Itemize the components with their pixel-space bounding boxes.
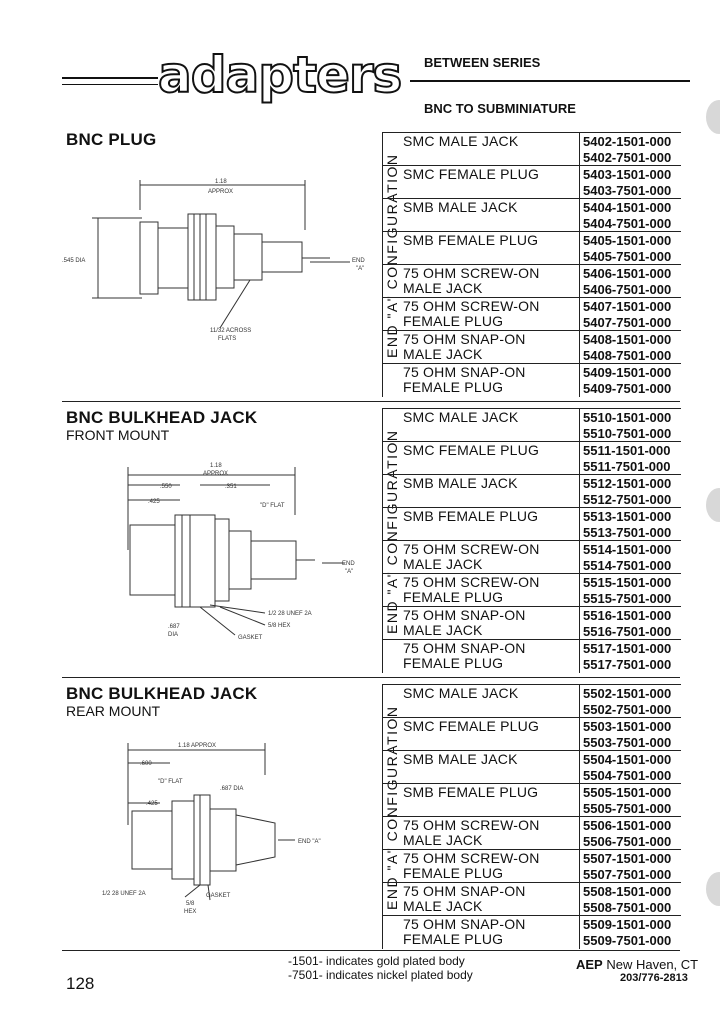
part-number-nickel: 5505-7501-000: [583, 801, 672, 816]
part-number-nickel: 5509-7501-000: [583, 933, 672, 948]
dim-label: .425: [148, 499, 160, 505]
section-divider: [62, 677, 680, 678]
dim-label: 1/2 28 UNEF 2A: [268, 611, 312, 617]
part-numbers: [583, 167, 671, 199]
part-numbers: [583, 332, 671, 364]
part-number-gold: 5407-1501-000: [583, 299, 672, 314]
dim-label: DIA: [168, 632, 179, 638]
part-number-gold: 5408-1501-000: [583, 332, 672, 347]
dim-label: END: [342, 561, 355, 567]
company-name: AEP: [576, 957, 603, 972]
part-numbers: [583, 443, 670, 475]
part-description: 75 OHM SCREW-ON FEMALE PLUG: [403, 298, 540, 329]
company-location: New Haven, CT: [606, 957, 699, 972]
table-row: [383, 750, 681, 784]
part-number-nickel: 5514-7501-000: [583, 558, 672, 573]
header-rule: [62, 84, 158, 85]
dim-label: .600: [140, 761, 152, 767]
part-description: SMB FEMALE PLUG: [403, 232, 539, 248]
table-row: [383, 231, 681, 265]
table-row: [383, 639, 681, 673]
part-numbers: [583, 200, 671, 232]
part-numbers: [583, 575, 671, 607]
part-description: 75 OHM SCREW-ON MALE JACK: [403, 817, 540, 848]
part-number-gold: 5406-1501-000: [583, 266, 672, 281]
part-numbers: [583, 476, 671, 508]
part-number-nickel: 5511-7501-000: [583, 459, 671, 474]
table-row: [383, 408, 681, 442]
part-number-gold: 5512-1501-000: [583, 476, 672, 491]
part-numbers: [583, 917, 671, 949]
dim-label: 1/2 28 UNEF 2A: [102, 891, 146, 897]
dim-label: 1.18: [215, 179, 227, 185]
dim-label: GASKET: [238, 635, 263, 641]
part-number-nickel: 5403-7501-000: [583, 183, 672, 198]
part-number-nickel: 5510-7501-000: [583, 426, 672, 441]
dim-label: 11/32 ACROSS: [210, 328, 252, 334]
part-description: SMC FEMALE PLUG: [403, 442, 540, 458]
part-number-nickel: 5408-7501-000: [583, 348, 672, 363]
page-number: 128: [66, 974, 95, 993]
part-description: 75 OHM SNAP-ON FEMALE PLUG: [403, 916, 526, 947]
part-description: SMB MALE JACK: [403, 751, 518, 767]
part-description: SMC MALE JACK: [403, 409, 519, 425]
bnc-bulkhead-rear-drawing: [60, 735, 370, 935]
dim-label: "D" FLAT: [158, 779, 183, 785]
part-description: SMC FEMALE PLUG: [403, 166, 540, 182]
part-number-nickel: 5409-7501-000: [583, 381, 672, 396]
part-number-nickel: 5508-7501-000: [583, 900, 672, 915]
part-description: 75 OHM SCREW-ON MALE JACK: [403, 541, 540, 572]
table-row: [383, 363, 681, 397]
dim-label: "D" FLAT: [260, 503, 285, 509]
part-number-gold: 5508-1501-000: [583, 884, 672, 899]
part-numbers: [583, 410, 671, 442]
bnc-bulkhead-front-drawing: [60, 455, 370, 660]
part-numbers: [583, 818, 671, 850]
dim-label: "A": [356, 266, 365, 272]
bnc-plug-drawing: [60, 170, 370, 370]
config-label: END "A" CONFIGURATION: [384, 428, 400, 634]
part-description: SMB MALE JACK: [403, 475, 518, 491]
section-title: BNC PLUG: [66, 130, 157, 149]
binder-hole: [706, 872, 720, 906]
part-number-gold: 5504-1501-000: [583, 752, 672, 767]
part-number-gold: 5404-1501-000: [583, 200, 672, 215]
part-description: 75 OHM SCREW-ON MALE JACK: [403, 265, 540, 296]
section-subtitle: REAR MOUNT: [66, 703, 161, 719]
part-table: [382, 684, 681, 949]
header-line-2: BNC TO SUBMINIATURE: [424, 101, 576, 116]
part-numbers: [583, 509, 671, 541]
dim-label: .550: [160, 484, 172, 490]
part-number-gold: 5516-1501-000: [583, 608, 672, 623]
part-description: SMC MALE JACK: [403, 685, 519, 701]
part-numbers: [583, 365, 671, 397]
table-row: [383, 783, 681, 817]
dim-label: .687: [168, 624, 180, 630]
section-divider: [62, 401, 680, 402]
part-number-gold: 5513-1501-000: [583, 509, 672, 524]
part-number-nickel: 5504-7501-000: [583, 768, 672, 783]
part-number-gold: 5405-1501-000: [583, 233, 672, 248]
part-description: 75 OHM SCREW-ON FEMALE PLUG: [403, 850, 540, 881]
part-number-gold: 5514-1501-000: [583, 542, 672, 557]
part-number-gold: 5507-1501-000: [583, 851, 672, 866]
section-title: BNC BULKHEAD JACK: [66, 408, 258, 427]
table-row: [383, 915, 681, 949]
part-number-gold: 5517-1501-000: [583, 641, 672, 656]
part-number-gold: 5502-1501-000: [583, 686, 672, 701]
part-description: 75 OHM SNAP-ON MALE JACK: [403, 883, 526, 914]
part-number-gold: 5506-1501-000: [583, 818, 672, 833]
dim-label: "A": [345, 569, 354, 575]
dim-label: .425: [146, 801, 158, 807]
table-row: [383, 717, 681, 751]
binder-hole: [706, 488, 720, 522]
part-numbers: [583, 752, 671, 784]
table-row: [383, 882, 681, 916]
dim-label: END "A": [298, 839, 321, 845]
part-numbers: [583, 542, 671, 574]
table-row: [383, 297, 681, 331]
table-row: [383, 330, 681, 364]
header-rule: [410, 80, 690, 82]
part-numbers: [583, 266, 671, 298]
part-numbers: [583, 608, 671, 640]
part-number-nickel: 5405-7501-000: [583, 249, 672, 264]
dim-label: HEX: [184, 909, 197, 915]
part-number-gold: 5509-1501-000: [583, 917, 672, 932]
part-number-nickel: 5503-7501-000: [583, 735, 672, 750]
dim-label: END: [352, 258, 365, 264]
table-row: [383, 165, 681, 199]
table-row: [383, 474, 681, 508]
table-row: [383, 507, 681, 541]
dim-label: .351: [225, 484, 237, 490]
part-description: SMB FEMALE PLUG: [403, 508, 539, 524]
part-description: SMC FEMALE PLUG: [403, 718, 540, 734]
header-rule: [62, 77, 158, 79]
table-row: [383, 540, 681, 574]
table-row: [383, 816, 681, 850]
dim-label: GASKET: [206, 893, 231, 899]
part-description: 75 OHM SNAP-ON FEMALE PLUG: [403, 640, 526, 671]
part-number-nickel: 5515-7501-000: [583, 591, 672, 606]
part-number-gold: 5503-1501-000: [583, 719, 672, 734]
part-number-nickel: 5516-7501-000: [583, 624, 672, 639]
table-row: [383, 198, 681, 232]
adapters-logo: adapters: [158, 46, 402, 104]
part-number-nickel: 5507-7501-000: [583, 867, 672, 882]
part-numbers: [583, 785, 671, 817]
dim-label: .687 DIA: [220, 786, 244, 792]
part-description: SMB FEMALE PLUG: [403, 784, 539, 800]
part-number-gold: 5403-1501-000: [583, 167, 672, 182]
part-number-nickel: 5517-7501-000: [583, 657, 672, 672]
part-description: SMB MALE JACK: [403, 199, 518, 215]
part-number-nickel: 5506-7501-000: [583, 834, 672, 849]
section-title: BNC BULKHEAD JACK: [66, 684, 258, 703]
part-table: [382, 408, 681, 673]
dim-label: APPROX: [203, 471, 229, 477]
part-number-nickel: 5406-7501-000: [583, 282, 672, 297]
config-label: END "A" CONFIGURATION: [384, 704, 400, 910]
part-numbers: [583, 851, 671, 883]
table-row: [383, 132, 681, 166]
part-number-gold: 5409-1501-000: [583, 365, 672, 380]
part-numbers: [583, 233, 671, 265]
footer-note-nickel: -7501- indicates nickel plated body: [288, 968, 473, 982]
part-number-gold: 5505-1501-000: [583, 785, 672, 800]
table-row: [383, 264, 681, 298]
part-numbers: [583, 641, 671, 673]
part-table: [382, 132, 681, 397]
binder-hole: [706, 100, 720, 134]
table-row: [383, 849, 681, 883]
dim-label: 1.18: [210, 463, 222, 469]
part-number-gold: 5510-1501-000: [583, 410, 672, 425]
table-row: [383, 441, 681, 475]
table-row: [383, 573, 681, 607]
dim-label: 1.18 APPROX: [178, 743, 217, 749]
part-number-nickel: 5502-7501-000: [583, 702, 672, 717]
part-numbers: [583, 719, 671, 751]
part-numbers: [583, 299, 671, 331]
part-description: SMC MALE JACK: [403, 133, 519, 149]
part-number-gold: 5511-1501-000: [583, 443, 671, 458]
dim-label: 5/8 HEX: [268, 623, 291, 629]
part-number-gold: 5402-1501-000: [583, 134, 672, 149]
part-description: 75 OHM SCREW-ON FEMALE PLUG: [403, 574, 540, 605]
part-description: 75 OHM SNAP-ON MALE JACK: [403, 331, 526, 362]
part-number-nickel: 5513-7501-000: [583, 525, 672, 540]
table-row: [383, 606, 681, 640]
section-subtitle: FRONT MOUNT: [66, 427, 170, 443]
company-phone: 203/776-2813: [620, 972, 688, 984]
dim-label: .545 DIA: [62, 258, 86, 264]
part-description: 75 OHM SNAP-ON MALE JACK: [403, 607, 526, 638]
part-number-nickel: 5402-7501-000: [583, 150, 672, 165]
part-number-nickel: 5512-7501-000: [583, 492, 672, 507]
part-numbers: [583, 686, 671, 718]
dim-label: APPROX: [208, 189, 234, 195]
part-number-gold: 5515-1501-000: [583, 575, 672, 590]
config-label: END "A" CONFIGURATION: [384, 152, 400, 358]
footer-rule: [62, 950, 680, 951]
part-numbers: [583, 884, 671, 916]
part-number-nickel: 5404-7501-000: [583, 216, 672, 231]
dim-label: FLATS: [218, 336, 237, 342]
company-block: [576, 957, 698, 972]
part-numbers: [583, 134, 671, 166]
part-number-nickel: 5407-7501-000: [583, 315, 672, 330]
footer-note-gold: -1501- indicates gold plated body: [288, 954, 465, 968]
dim-label: 5/8: [186, 901, 195, 907]
part-description: 75 OHM SNAP-ON FEMALE PLUG: [403, 364, 526, 395]
header-line-1: BETWEEN SERIES: [424, 55, 541, 70]
table-row: [383, 684, 681, 718]
